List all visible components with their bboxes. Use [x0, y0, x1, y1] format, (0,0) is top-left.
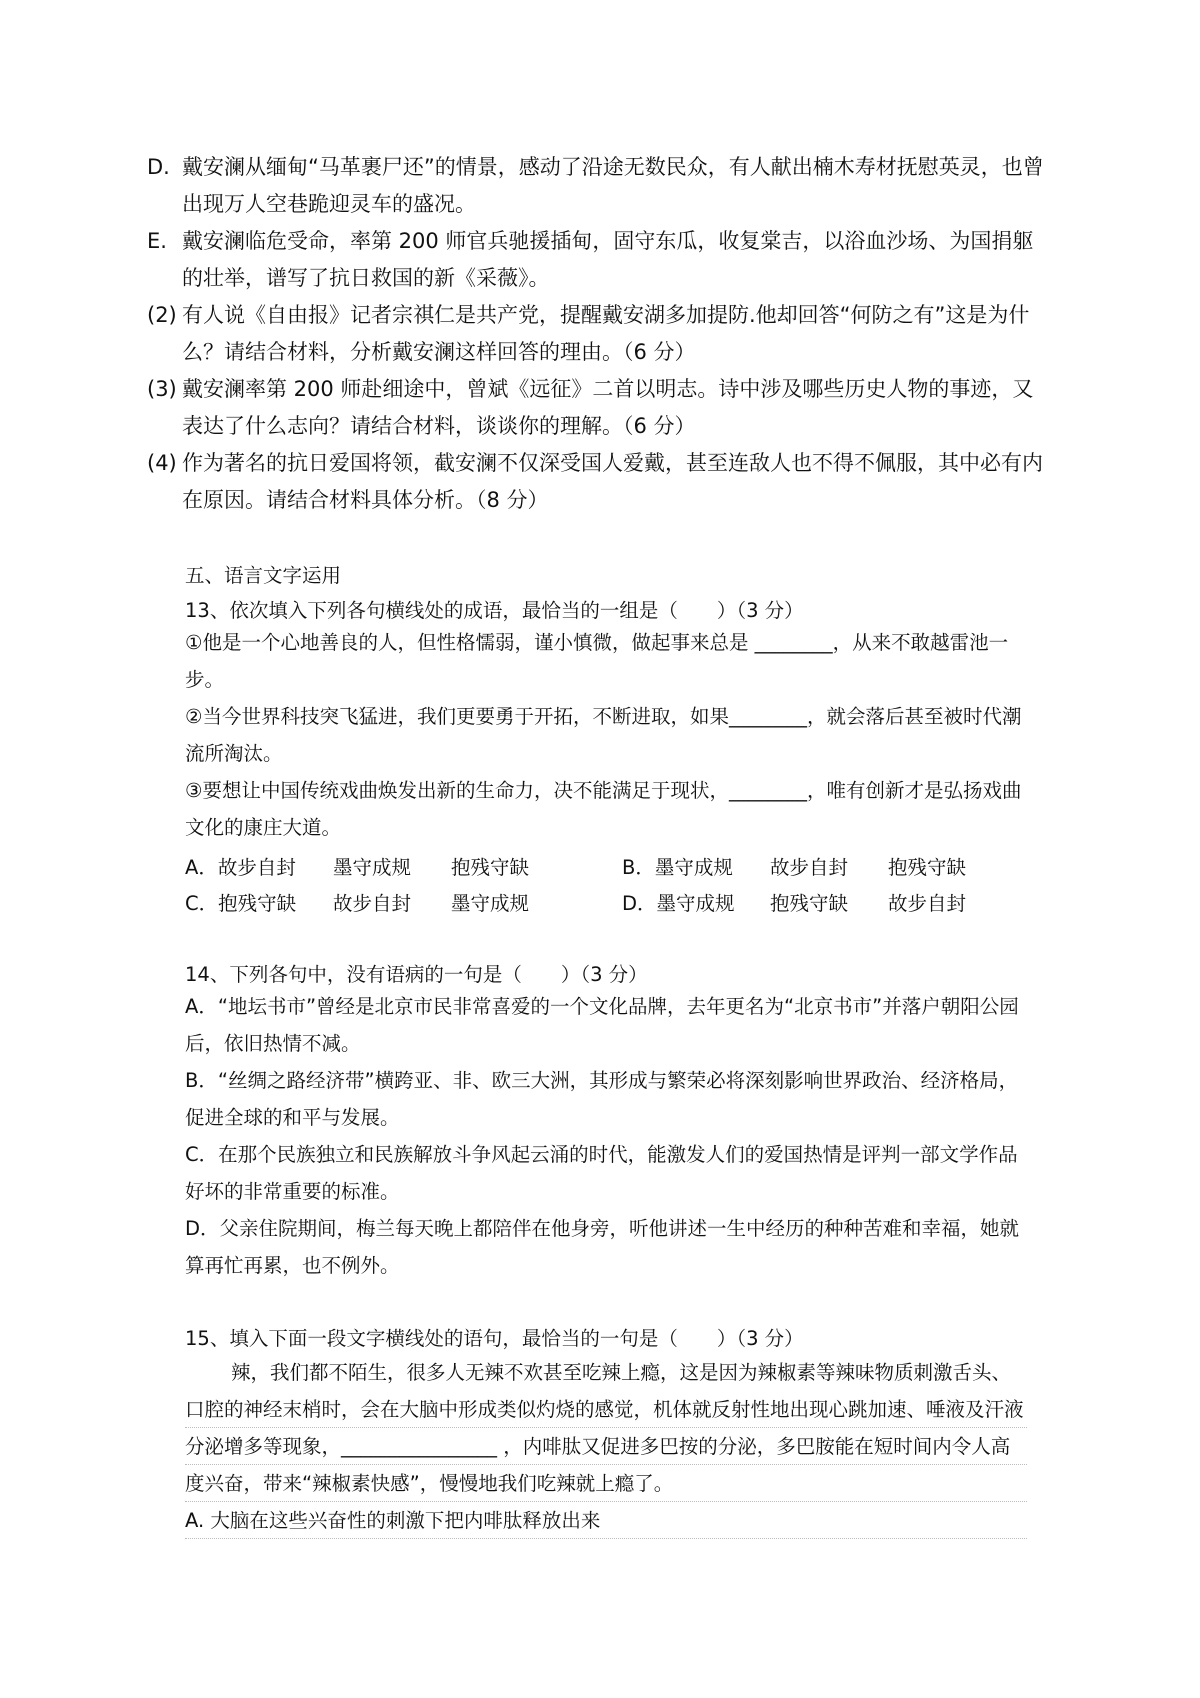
- option-word: 故步自封: [770, 856, 849, 879]
- q13-sentence-2: ②当今世界科技突飞猛进，我们更要勇于开拓，不断进取，如果________，就会落后甚至被时代潮流所淘汰。: [185, 705, 1022, 765]
- question-text: 有人说《自由报》记者宗祺仁是共产党，提醒戴安湖多加提防.他却回答“何防之有”这是为什么？请结合材料，分析戴安澜这样回答的理由。（6 分）: [182, 303, 1030, 364]
- dotted-rule: [185, 1427, 1027, 1428]
- option-word: D．墨守成规: [622, 892, 735, 915]
- option-word: 故步自封: [888, 892, 967, 915]
- question-4: [147, 445, 1047, 519]
- q13-sentence-3: ③要想让中国传统戏曲焕发出新的生命力，决不能满足于现状，________，唯有创新才是弘扬戏曲文化的康庄大道。: [185, 779, 1022, 839]
- question-number: (4): [147, 451, 177, 475]
- option-word: B．墨守成规: [622, 856, 733, 879]
- dotted-rule: [185, 1538, 1027, 1539]
- question-2: [147, 297, 1047, 371]
- option-word: 墨守成规: [451, 892, 530, 915]
- q15-passage: 辣，我们都不陌生，很多人无辣不欢甚至吃辣上瘾，这是因为辣椒素等辣味物质刺激舌头、口腔的神经末梢时，会在大脑中形成类似灼烧的感觉，机体就反射性地出现心跳加速、唾液及汗液分泌增多等现象，________________ ，内啡肽又促进多巴按的分泌，多巴胺能在短时间内令人高度兴奋，带来“辣椒素快感”，慢慢地我们吃辣就上瘾了。: [185, 1361, 1024, 1495]
- option-word: A．故步自封: [185, 856, 296, 879]
- q13-option-a: [185, 852, 529, 880]
- question-3: [147, 371, 1047, 445]
- q13-option-b: [622, 852, 966, 880]
- q15-stem: 15、填入下面一段文字横线处的语句，最恰当的一句是（ ）（3 分）: [185, 1327, 804, 1350]
- q14-option-d: D．父亲住院期间，梅兰每天晚上都陪伴在他身旁，听他讲述一生中经历的种种苦难和幸福，她就算再忙再累，也不例外。: [185, 1217, 1020, 1277]
- option-word: 墨守成规: [333, 856, 412, 879]
- q14-option-a: A．“地坛书市”曾经是北京市民非常喜爱的一个文化品牌，去年更名为“北京书市”并落户朝阳公园后，依旧热情不减。: [185, 995, 1019, 1055]
- q13-option-c: [185, 888, 529, 916]
- question-number: (3): [147, 377, 177, 401]
- q14-option-c: C．在那个民族独立和民族解放斗争风起云涌的时代，能激发人们的爱国热情是评判一部文学作品好坏的非常重要的标准。: [185, 1143, 1018, 1203]
- q15-option-a: A. 大脑在这些兴奋性的刺激下把内啡肽释放出来: [185, 1509, 601, 1532]
- option-label: D.: [147, 155, 170, 179]
- question-text: 作为著名的抗日爱国将领，截安澜不仅深受国人爱戴，甚至连敌人也不得不佩服，其中必有内在原因。请结合材料具体分析。（8 分）: [182, 451, 1043, 512]
- option-word: 抱残守缺: [888, 856, 967, 879]
- dotted-rule: [185, 1464, 1027, 1465]
- section-heading: 五、语言文字运用: [185, 564, 342, 587]
- option-word: 抱残守缺: [451, 856, 530, 879]
- question-number: (2): [147, 303, 177, 327]
- option-d: [147, 149, 1047, 223]
- dotted-rule: [185, 1501, 1027, 1502]
- q14-option-b: B．“丝绸之路经济带”横跨亚、非、欧三大洲，其形成与繁荣必将深刻影响世界政治、经济格局，促进全球的和平与发展。: [185, 1069, 1019, 1129]
- option-word: C．抱残守缺: [185, 892, 297, 915]
- option-word: 抱残守缺: [770, 892, 849, 915]
- option-e: [147, 223, 1047, 297]
- option-text: 戴安澜从缅甸“马革裹尸还”的情景，感动了沿途无数民众，有人献出楠木寿材抚慰英灵，也曾出现万人空巷跪迎灵车的盛况。: [182, 155, 1044, 216]
- option-text: 戴安澜临危受命，率第 200 师官兵驰援插甸，固守东瓜，收复棠吉，以浴血沙场、为国捐躯的壮举，谱写了抗日救国的新《采薇》。: [182, 229, 1034, 290]
- question-text: 戴安澜率第 200 师赴细途中，曾斌《远征》二首以明志。诗中涉及哪些历史人物的事迹，又表达了什么志向？请结合材料，谈谈你的理解。（6 分）: [182, 377, 1034, 438]
- q13-stem: 13、依次填入下列各句横线处的成语，最恰当的一组是（ ）（3 分）: [185, 599, 804, 622]
- q13-option-d: [622, 888, 966, 916]
- option-word: 故步自封: [333, 892, 412, 915]
- q14-stem: 14、下列各句中，没有语病的一句是（ ）（3 分）: [185, 963, 648, 986]
- option-label: E.: [147, 229, 167, 253]
- q13-sentence-1: ①他是一个心地善良的人，但性格懦弱，谨小慎微，做起事来总是 ________，从来不敢越雷池一步。: [185, 631, 1009, 691]
